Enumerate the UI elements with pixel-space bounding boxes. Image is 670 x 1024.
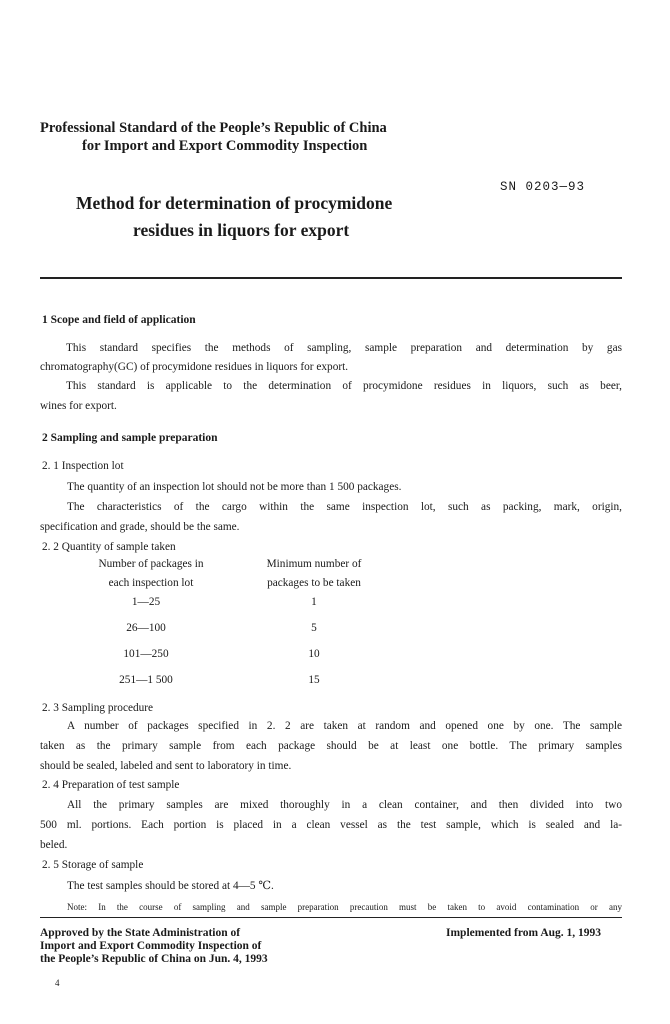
section-2-4-heading: 2. 4 Preparation of test sample xyxy=(42,779,180,791)
approval-line-2: Import and Export Commodity Inspection of xyxy=(40,940,262,952)
section-2-4-line-1: All the primary samples are mixed thoroughly in a clean container, and then divided into two xyxy=(67,799,622,811)
section-1-para-2-line-1: This standard is applicable to the determination of procymidone residues in liquors, such as beer, xyxy=(66,380,622,392)
section-1-para-1-line-2: chromatography(GC) of procymidone residues in liquors for export. xyxy=(40,361,349,373)
table-col-1-header-line-2: each inspection lot xyxy=(108,577,194,589)
section-2-3-line-2: taken as the primary sample from each package should be at least one bottle. The primary samples xyxy=(40,740,622,752)
section-2-heading: 2 Sampling and sample preparation xyxy=(42,432,218,444)
page-number: 4 xyxy=(55,978,60,988)
table-col-2-header-line-1: Minimum number of xyxy=(266,558,362,570)
table-col-1-header-line-1: Number of packages in xyxy=(98,558,204,570)
section-2-1-line-3: specification and grade, should be the same. xyxy=(40,521,240,533)
approval-line-3: the People’s Republic of China on Jun. 4, 1993 xyxy=(40,953,268,965)
table-row-4-min: 15 xyxy=(308,674,320,686)
section-1-heading: 1 Scope and field of application xyxy=(42,314,196,326)
footer-divider xyxy=(40,917,622,918)
table-row-1-range: 1—25 xyxy=(131,596,161,608)
title-divider xyxy=(40,277,622,279)
section-2-1-heading: 2. 1 Inspection lot xyxy=(42,460,124,472)
section-2-3-line-1: A number of packages specified in 2. 2 are taken at random and opened one by one. The sample xyxy=(67,720,622,732)
table-row-4-range: 251—1 500 xyxy=(119,674,173,686)
issuing-body-line-1: Professional Standard of the People’s Republic of China xyxy=(40,120,387,136)
table-col-2-header-line-2: packages to be taken xyxy=(267,577,361,589)
section-2-4-line-2: 500 ml. portions. Each portion is placed in a clean vessel as the test sample, which is sealed and la- xyxy=(40,819,622,831)
document-title-line-1: Method for determination of procymidone xyxy=(76,193,393,213)
table-row-2-min: 5 xyxy=(311,622,317,634)
table-row-3-min: 10 xyxy=(308,648,320,660)
section-1-para-2-line-2: wines for export. xyxy=(40,400,117,412)
document-title-line-2: residues in liquors for export xyxy=(133,220,350,240)
section-2-5-heading: 2. 5 Storage of sample xyxy=(42,859,144,871)
issuing-body-line-2: for Import and Export Commodity Inspection xyxy=(82,138,368,154)
table-row-3-range: 101—250 xyxy=(123,648,169,660)
section-2-3-heading: 2. 3 Sampling procedure xyxy=(42,702,154,714)
section-2-2-heading: 2. 2 Quantity of sample taken xyxy=(42,541,176,553)
section-2-3-line-3: should be sealed, labeled and sent to laboratory in time. xyxy=(40,760,292,772)
section-2-4-line-3: beled. xyxy=(40,839,68,851)
section-2-5-line-1: The test samples should be stored at 4—5 ℃. xyxy=(67,880,274,892)
table-row-2-range: 26—100 xyxy=(126,622,166,634)
section-1-para-1-line-1: This standard specifies the methods of sampling, sample preparation and determination by gas xyxy=(66,342,622,354)
approval-line-1: Approved by the State Administration of xyxy=(40,927,241,939)
section-2-1-line-1: The quantity of an inspection lot should not be more than 1 500 packages. xyxy=(67,481,402,493)
table-row-1-min: 1 xyxy=(311,596,317,608)
sampling-note: Note: In the course of sampling and sample preparation precaution must be taken to avoid contamination or any xyxy=(67,902,622,912)
standard-code: SN 0203—93 xyxy=(500,180,586,194)
section-2-1-line-2: The characteristics of the cargo within the same inspection lot, such as packing, mark, origin, xyxy=(67,501,622,513)
implementation-date: Implemented from Aug. 1, 1993 xyxy=(446,927,602,939)
